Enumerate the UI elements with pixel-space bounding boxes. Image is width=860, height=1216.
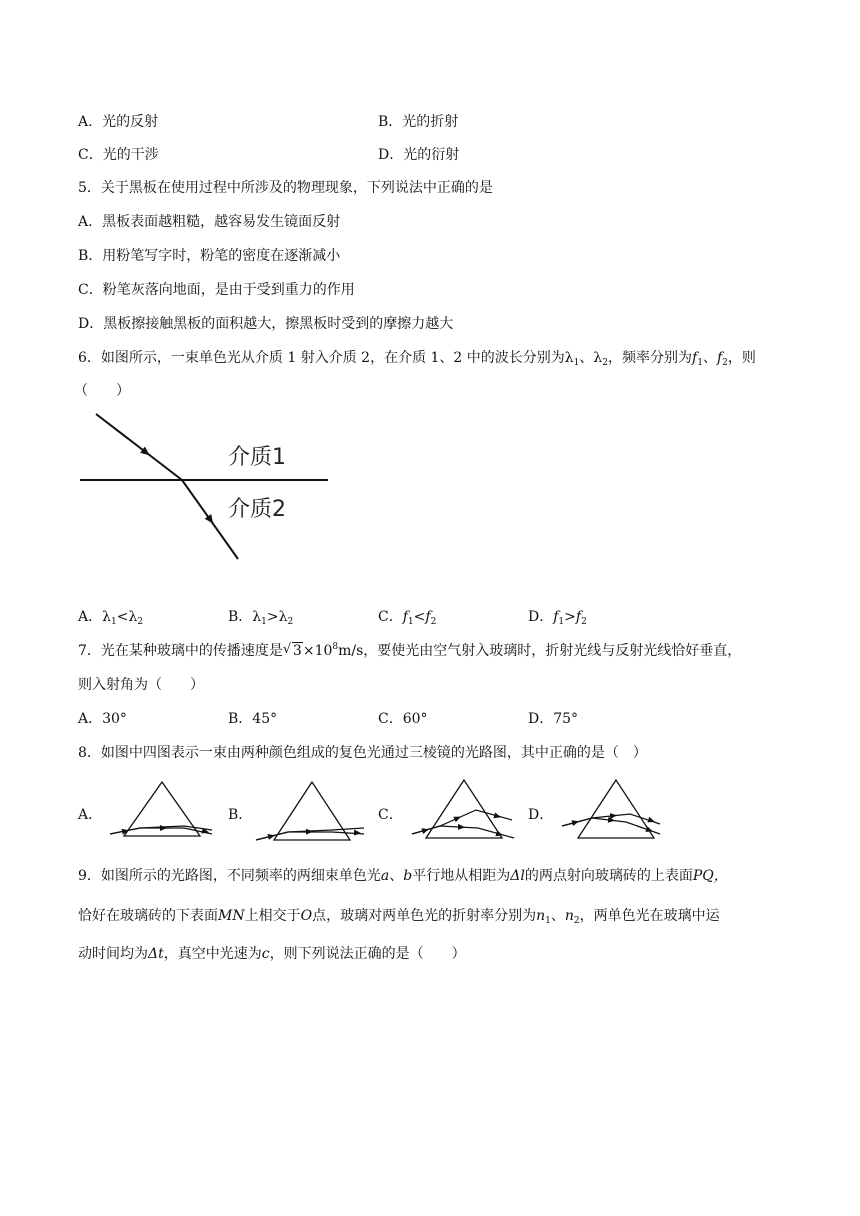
q7-stem-line2: 则入射角为（ ） xyxy=(78,677,204,693)
q4-option-b: B．光的折射 xyxy=(378,114,459,130)
q9-stem-line2: 恰好在玻璃砖的下表面MN上相交于O点，玻璃对两单色光的折射率分别为$n_1$、$n_2$，两单色光在玻璃中运 xyxy=(78,908,720,926)
q6-refraction-figure xyxy=(78,408,338,568)
q8-stem: 8．如图中四图表示一束由两种颜色组成的复色光通过三棱镜的光路图，其中正确的是（ ） xyxy=(78,745,647,761)
q5-option-d: D．黑板擦接触黑板的面积越大，擦黑板时受到的摩擦力越大 xyxy=(78,316,454,332)
q4-option-a: A．光的反射 xyxy=(78,114,159,130)
q6-option-c: C．$f_1<f_2$ xyxy=(378,609,437,627)
q7-option-b: B．45° xyxy=(228,711,278,727)
q8-label-c: C． xyxy=(378,807,403,823)
q8-prism-b xyxy=(252,778,372,848)
q6-option-a: A．$\lambda_1<\lambda_2$ xyxy=(78,609,144,627)
q5-stem: 5．关于黑板在使用过程中所涉及的物理现象，下列说法中正确的是 xyxy=(78,180,493,196)
q6-stem: 6．如图所示，一束单色光从介质 1 射入介质 2，在介质 1、2 中的波长分别为$\lambda_1$、$\lambda_2$，频率分别为$f_1$、$f_2$，则 xyxy=(78,350,756,368)
q7-option-a: A．30° xyxy=(78,711,127,727)
medium1-label: 介质1 xyxy=(228,445,286,470)
q9-stem-line1: 9．如图所示的光路图，不同频率的两细束单色光a、b平行地从相距为Δl的两点射向玻璃砖的上表面PQ， xyxy=(78,868,728,884)
q6-option-b: B．$\lambda_1>\lambda_2$ xyxy=(228,609,294,627)
q4-option-d: D．光的衍射 xyxy=(378,147,460,163)
q8-label-b: B． xyxy=(228,807,253,823)
q5-option-c: C．粉笔灰落向地面，是由于受到重力的作用 xyxy=(78,282,355,298)
q8-prism-d xyxy=(556,776,676,848)
q6-stem-line2: （ ） xyxy=(74,383,130,399)
q6-option-d: D．$f_1>f_2$ xyxy=(528,609,587,627)
medium2-label: 介质2 xyxy=(228,497,286,522)
q7-option-d: D．75° xyxy=(528,711,579,727)
incident-ray xyxy=(96,414,182,480)
q8-prism-c xyxy=(404,776,524,848)
q5-option-b: B．用粉笔写字时，粉笔的密度在逐渐减小 xyxy=(78,248,341,264)
q9-stem-line3: 动时间均为Δt，真空中光速为c，则下列说法正确的是（ ） xyxy=(78,946,466,962)
q8-label-a: A． xyxy=(78,807,103,823)
q7-stem: 7．光在某种玻璃中的传播速度是√ $3\times 10^8m/s$，要使光由空气射入玻璃时，折射光线与反射光线恰好垂直， xyxy=(78,641,741,661)
q4-option-c: C．光的干涉 xyxy=(78,147,159,163)
q5-option-a: A．黑板表面越粗糙，越容易发生镜面反射 xyxy=(78,214,341,230)
q7-option-c: C．60° xyxy=(378,711,428,727)
q8-label-d: D． xyxy=(528,807,554,823)
q8-prism-a xyxy=(100,778,220,848)
